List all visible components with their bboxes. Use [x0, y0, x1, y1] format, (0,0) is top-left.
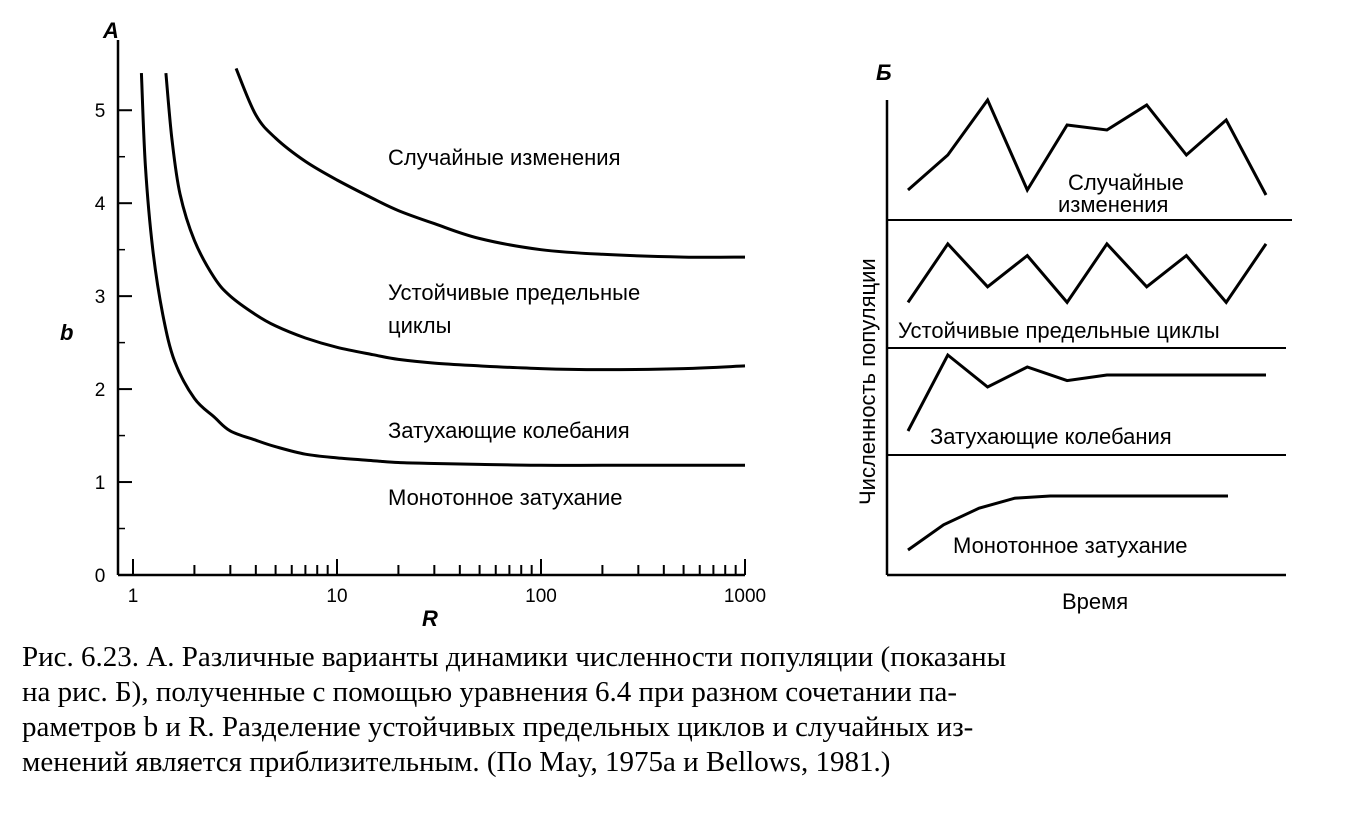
b-x-axis-label: Время — [1062, 589, 1129, 614]
b-series-line-2 — [908, 355, 1266, 431]
a-y-axis-label: b — [60, 320, 74, 345]
b-label-random: Случайные — [1068, 170, 1184, 195]
a-y-tick-label: 4 — [94, 194, 106, 216]
a-y-tick-label: 5 — [94, 101, 106, 123]
a-x-ticks — [128, 559, 766, 607]
b-y-axis-label: Численность популяции — [855, 258, 880, 505]
figure-caption — [22, 640, 1352, 780]
region-label-cycles: Устойчивые предельные — [388, 280, 641, 305]
a-curve-boundary-lower — [141, 73, 745, 465]
region-label-monotone: Монотонное затухание — [388, 485, 623, 510]
caption-line-3: раметров b и R. Разделение устойчивых предельных циклов и случайных из- — [22, 711, 974, 743]
b-series-line-1 — [908, 244, 1266, 303]
caption-line-1: Рис. 6.23. А. Различные варианты динамики численности популяции (показаны — [22, 641, 1007, 673]
b-label-damped: Затухающие колебания — [930, 424, 1172, 449]
region-label-cycles-2: циклы — [388, 313, 452, 338]
a-x-tick-label: 1 — [127, 586, 139, 607]
region-label-random: Случайные изменения — [388, 145, 621, 170]
a-curve-boundary-middle — [166, 73, 745, 370]
a-x-tick-label: 10 — [326, 586, 348, 607]
a-y-tick-label: 3 — [94, 287, 106, 309]
panel-b-label: Б — [876, 60, 892, 85]
a-curves — [141, 68, 745, 465]
a-y-tick-label: 1 — [94, 473, 106, 495]
a-x-tick-label: 1000 — [723, 586, 767, 607]
panel-a-label: A — [103, 18, 119, 43]
a-y-tick-label: 2 — [94, 380, 106, 402]
b-label-monotone: Монотонное затухание — [953, 533, 1188, 558]
b-label-cycles: Устойчивые предельные циклы — [898, 318, 1220, 343]
caption-line-4: менений является приблизительным. (По May, 1975а и Bellows, 1981.) — [22, 746, 891, 778]
a-x-axis-label: R — [422, 606, 438, 631]
a-y-tick-label: 0 — [94, 566, 106, 587]
a-x-tick-label: 100 — [525, 586, 557, 607]
region-label-damped: Затухающие колебания — [388, 418, 630, 443]
b-label-random-2: изменения — [1058, 192, 1169, 217]
a-y-ticks — [95, 101, 132, 587]
caption-line-2: на рис. Б), полученные с помощью уравнения 6.4 при разном сочетании па- — [22, 676, 958, 708]
